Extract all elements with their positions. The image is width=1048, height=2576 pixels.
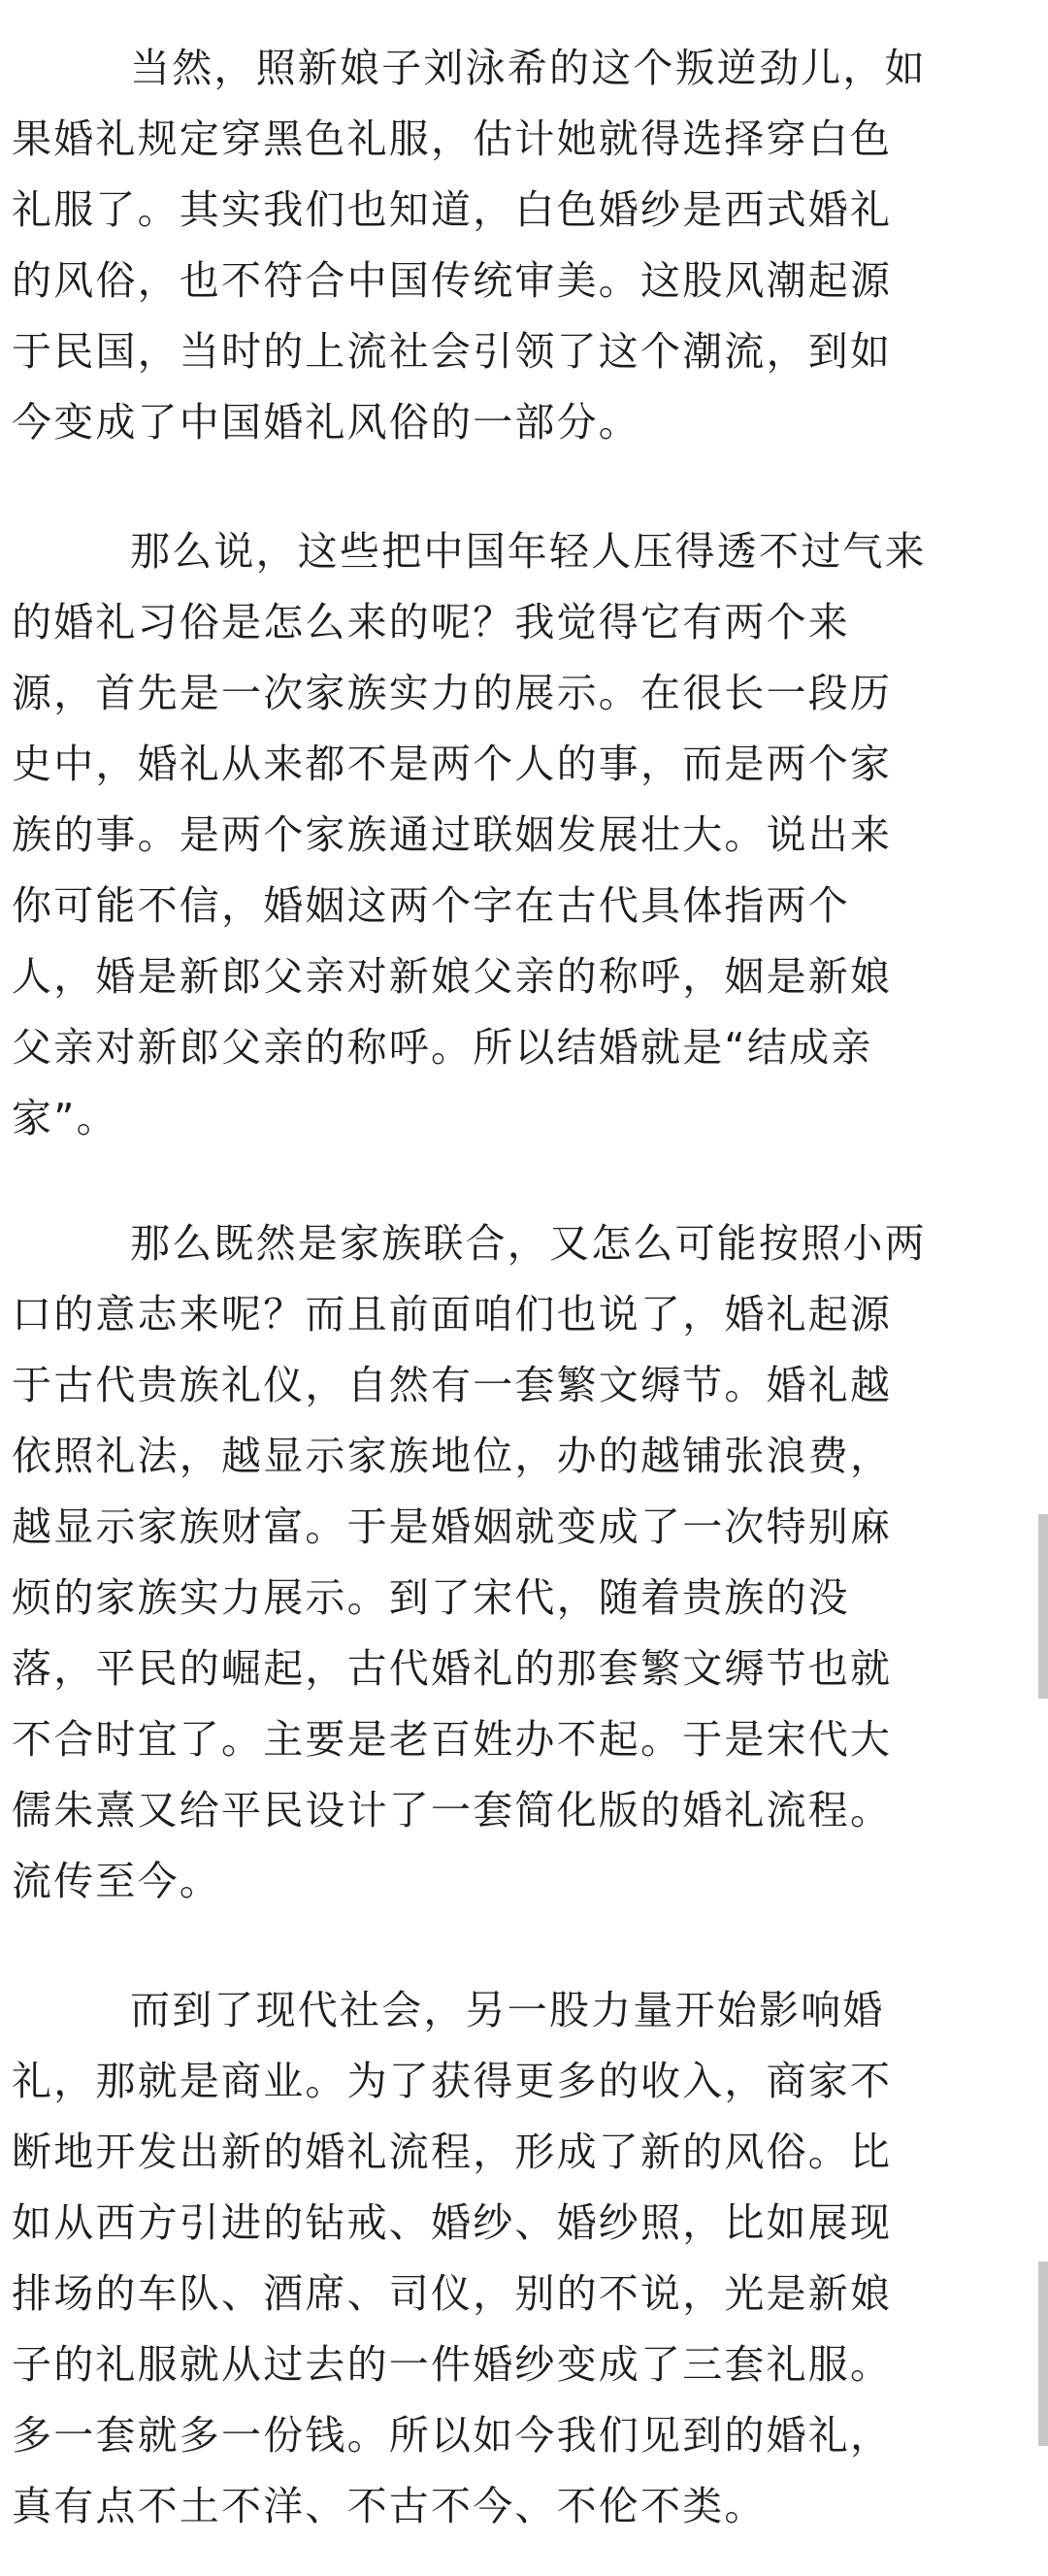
text-line: 依照礼法，越显示家族地位，办的越铺张浪费， xyxy=(12,1433,893,1479)
text-line: 那么既然是家族联合，又怎么可能按照小两 xyxy=(130,1220,927,1267)
scroll-indicator[interactable] xyxy=(1038,2262,1048,2446)
text-line: 儒朱熹又给平民设计了一套简化版的婚礼流程。 xyxy=(12,1787,893,1833)
text-line: 流传至今。 xyxy=(12,1858,221,1904)
text-line: 不合时宜了。主要是老百姓办不起。于是宋代大 xyxy=(12,1716,893,1763)
text-line: 当然，照新娘子刘泳希的这个叛逆劲儿，如 xyxy=(130,45,927,91)
text-line: 果婚礼规定穿黑色礼服，估计她就得选择穿白色 xyxy=(12,116,893,162)
text-line: 越显示家族财富。于是婚姻就变成了一次特别麻 xyxy=(12,1503,893,1550)
text-line: 人，婚是新郎父亲对新娘父亲的称呼，姻是新娘 xyxy=(12,953,893,1000)
text-line: 多一套就多一份钱。所以如今我们见到的婚礼， xyxy=(12,2412,893,2459)
text-line: 口的意志来呢？而且前面咱们也说了，婚礼起源 xyxy=(12,1291,893,1338)
text-line: 排场的车队、酒席、司仪，别的不说，光是新娘 xyxy=(12,2270,893,2317)
text-line: 于古代贵族礼仪，自然有一套繁文缛节。婚礼越 xyxy=(12,1362,893,1408)
text-line: 如从西方引进的钻戒、婚纱、婚纱照，比如展现 xyxy=(12,2199,893,2246)
text-line: 你可能不信，婚姻这两个字在古代具体指两个 xyxy=(12,882,850,929)
text-line: 父亲对新郎父亲的称呼。所以结婚就是“结成亲 xyxy=(12,1024,873,1071)
text-line: 源，首先是一次家族实力的展示。在很长一段历 xyxy=(12,670,893,716)
text-line: 族的事。是两个家族通过联姻发展壮大。说出来 xyxy=(12,811,893,858)
text-line: 子的礼服就从过去的一件婚纱变成了三套礼服。 xyxy=(12,2341,893,2388)
text-line: 史中，婚礼从来都不是两个人的事，而是两个家 xyxy=(12,741,893,787)
text-line: 今变成了中国婚礼风俗的一部分。 xyxy=(12,399,640,446)
text-line: 烦的家族实力展示。到了宋代，随着贵族的没 xyxy=(12,1574,850,1621)
text-line: 落，平民的崛起，古代婚礼的那套繁文缛节也就 xyxy=(12,1645,893,1692)
text-line: 真有点不土不洋、不古不今、不伦不类。 xyxy=(12,2483,767,2529)
text-line: 而到了现代社会，另一股力量开始影响婚 xyxy=(130,1987,885,2033)
text-line: 那么说，这些把中国年轻人压得透不过气来 xyxy=(130,528,927,575)
text-line: 的风俗，也不符合中国传统审美。这股风潮起源 xyxy=(12,257,893,304)
text-line: 礼，那就是商业。为了获得更多的收入，商家不 xyxy=(12,2058,893,2104)
text-line: 的婚礼习俗是怎么来的呢？我觉得它有两个来 xyxy=(12,599,850,645)
text-line: 断地开发出新的婚礼流程，形成了新的风俗。比 xyxy=(12,2129,893,2175)
scroll-indicator[interactable] xyxy=(1038,1514,1048,1699)
text-line: 于民国，当时的上流社会引领了这个潮流，到如 xyxy=(12,328,893,375)
text-line: 家”。 xyxy=(12,1095,118,1141)
text-line: 礼服了。其实我们也知道，白色婚纱是西式婚礼 xyxy=(12,186,893,233)
